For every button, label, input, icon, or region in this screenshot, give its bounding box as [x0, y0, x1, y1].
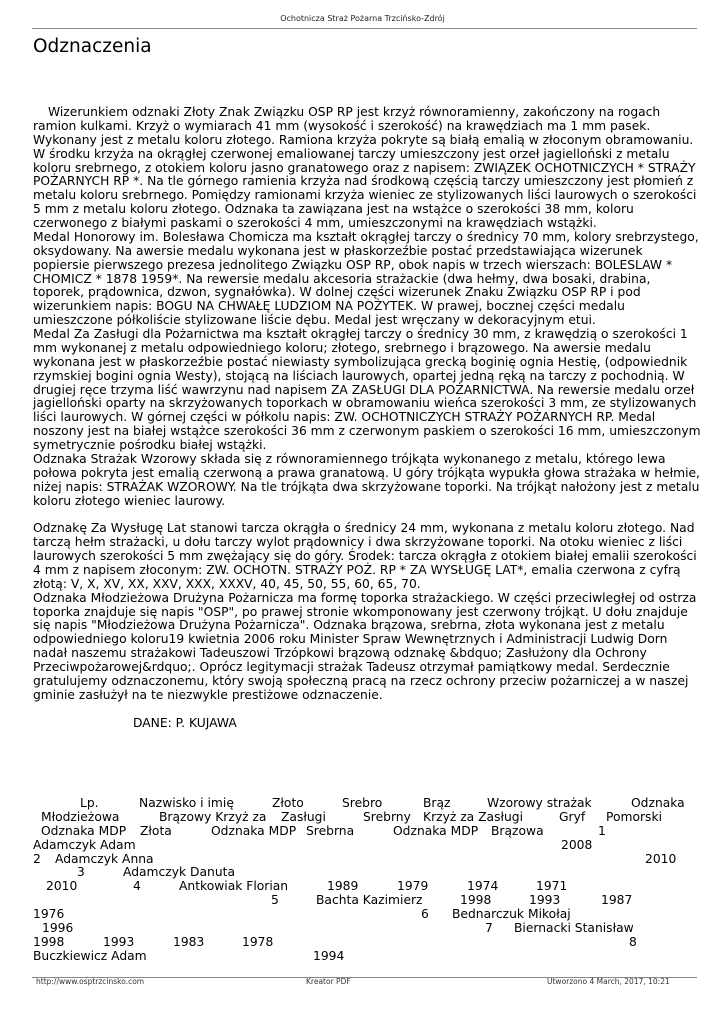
table-cell: 2	[33, 851, 41, 866]
paragraph-medal-za-zaslugi: Medal Za Zasługi dla Pożarnictwa ma kształt okrągłej tarczy o średnicy 30 mm, z krawędzią o szerokości 1 mm wykonanej z metalu odpowiedniego koloru; złotego, srebrnego i brązowego. Na awersie medalu wykonana jest w płaskorzeźbie postać niewiasty symbolizująca grecką boginię ognia Hestię, (odpowiednik rzymskiej bogini ognia Westy), stojącą na liściach laurowych, opartej jedną ręką na tarczy z pochodnią. W drugiej ręce trzyma liść wawrzynu nad napisem ZA ZASŁUGI DLA POŻARNICTWA. Na rewersie medalu orzeł jagielloński oparty na skrzyżowanych toporkach w obramowaniu wieńca szerokości 3 mm, ze stylizowanych liści laurowych. W górnej części w półkolu napis: ZW. OCHOTNICZYCH STRAŻY POŻARNYCH RP. Medal noszony jest na białej wstążce szerokości 36 mm z czerwonym paskiem o szerokości 16 mm, umieszczonym symetrycznie pośrodku białej wstążki.	[33, 327, 701, 452]
footer-created: Utworzono 4 March, 2017, 10:21	[547, 977, 670, 986]
table-cell: Srebrny	[363, 809, 411, 824]
table-cell: Pomorski	[606, 809, 663, 824]
table-cell: Bednarczuk Mikołaj	[452, 907, 571, 921]
table-cell: Lp.	[80, 796, 99, 810]
table-cell: 1979	[397, 879, 429, 894]
table-cell: Złoto	[272, 796, 304, 810]
paragraph-gap	[33, 508, 701, 522]
table-row	[33, 866, 701, 880]
site-header: Ochotnicza Straż Pożarna Trzcińsko-Zdrój	[280, 14, 445, 23]
table-cell: 1998	[33, 934, 65, 949]
table-row	[33, 950, 701, 964]
table-cell: 2010	[46, 879, 78, 894]
table-cell: Gryf	[559, 809, 586, 824]
paragraph-strazak-wzorowy: Odznaka Strażak Wzorowy składa się z równoramiennego trójkąta wykonanego z metalu, którego lewa połowa pokryta jest emalią czerwoną a prawa granatową. U góry trójkąta wypukła głowa strażaka w hełmie, niżej napis: STRAŻAK WZOROWY. Na tle trójkąta dwa skrzyżowane toporki. Na trójkąt nałożony jest z metalu koloru złotego wieniec laurowy.	[33, 451, 700, 508]
table-row	[33, 825, 701, 839]
table-row	[33, 880, 701, 894]
table-cell: 1993	[103, 934, 135, 949]
table-cell: Odznaka MDP	[41, 823, 127, 838]
paragraph-zloty-znak: Wizerunkiem odznaki Złoty Znak Związku OSP RP jest krzyż równoramienny, zakończony na rogach ramion kulkami. Krzyż o wymiarach 41 mm (wysokość i szerokość) na krawędziach ma 1 mm pasek. Wykonany jest z metalu koloru złotego. Ramiona krzyża pokryte są białą emalią w złoconym obramowaniu. W środku krzyża na okrągłej czerwonej emaliowanej tarczy umieszczony jest orzeł jagielloński z metalu koloru srebrnego, z otokiem koloru jasno granatowego oraz z napisem: ZWIĄZEK OCHOTNICZYCH * STRAŻY POŻARNYCH RP *. Na tle górnego ramienia krzyża nad środkową częścią tarczy umieszczony jest płomień z metalu koloru srebrnego. Pomiędzy ramionami krzyża wieniec ze stylizowanych liści laurowych o szerokości 5 mm z metalu koloru złotego. Odznaka ta zawiązana jest na wstążce o szerokości 38 mm, koloru czerwonego z białymi paskami o szerokości 4 mm, umieszczonymi na krawędziach wstążki.	[33, 105, 697, 230]
paragraph-gap	[33, 703, 701, 717]
table-cell: Brąz	[423, 796, 451, 810]
table-cell: Brązowy Krzyż za	[159, 809, 267, 824]
paragraph-mdp: Odznaka Młodzieżowa Drużyna Pożarnicza ma formę toporka strażackiego. W części przeciwległej od ostrza toporka znajduje się napis "OSP", po prawej stronie wkomponowany jest czerwony trójkąt. U dołu znajduje się napis "Młodzieżowa Drużyna Pożarnicza". Odznaka brązowa, srebrna, złota wykonana jest z metalu odpowiedniego koloru19 kwietnia 2006 roku Minister Spraw Wewnętrznych i Administracji Ludwig Dorn nadał naszemu strażakowi Tadeuszowi Trzópkowi brązową odznakę &bdquo; Zasłużony dla Ochrony Przeciwpożarowej&rdquo;. Oprócz legitymacji strażak Tadeusz otrzymał pamiątkowy medal. Serdecznie gratulujemy odznaczonemu, który swoją społeczną pracą na rzecz ochrony przeciw pożarniczej a w naszej gminie zasłużył na te niezwykle prestiżowe odznaczenie.	[33, 590, 697, 702]
table-cell: Bachta Kazimierz	[316, 893, 423, 908]
table-cell: Srebro	[342, 796, 383, 810]
table-cell: Młodzieżowa	[41, 809, 120, 824]
table-cell: 3	[77, 865, 85, 880]
table-cell: 1994	[313, 948, 345, 963]
table-cell: Srebrna	[306, 823, 355, 838]
header-divider	[32, 28, 697, 29]
table-cell: 1998	[460, 893, 492, 908]
table-cell: Odznaka MDP	[393, 823, 479, 838]
paragraph-medal-honorowy: Medal Honorowy im. Bolesława Chomicza ma kształt okrągłej tarczy o średnicy 70 mm, kolory srebrzystego, oksydowany. Na awersie medalu wykonana jest w płaskorzeźbie postać przedstawiająca wizerunek popiersie pierwszego prezesa jednolitego Związku OSP RP, obok napis w trzech wierszach: BOLESLAW * CHOMICZ * 1878 1959*. Na rewersie medalu akcesoria strażackie (dwa hełmy, dwa bosaki, drabina, toporek, prądownica, dzwon, sygnałówka). W dolnej części wizerunek Znaku Związku OSP RP i pod wizerunkiem napis: BOGU NA CHWAŁĘ LUDZIOM NA POŻYTEK. W prawej, bocznej części medalu umieszczone półkoliście stylizowane liście dębu. Medal jest wręczany w dekoracyjnym etui.	[33, 229, 699, 328]
article-body	[33, 106, 701, 730]
table-cell: 1989	[327, 879, 359, 894]
table-cell: Adamczyk Adam	[33, 837, 136, 852]
table-cell: Zasługi	[281, 809, 326, 824]
table-cell: Wzorowy strażak	[487, 796, 592, 810]
table-cell: 1974	[467, 879, 499, 894]
table-row	[33, 908, 701, 922]
table-cell: 1987	[601, 893, 633, 908]
table-cell: 1996	[42, 920, 74, 935]
table-cell: 1993	[529, 893, 561, 908]
table-cell: 7	[485, 920, 493, 935]
awards-table	[33, 797, 701, 964]
table-cell: Biernacki Stanisław	[514, 920, 634, 935]
table-cell: Adamczyk Anna	[55, 851, 154, 866]
footer-generator: Kreator PDF	[306, 977, 351, 986]
table-cell: 1978	[242, 934, 274, 949]
author-credit: DANE: P. KUJAWA	[133, 715, 237, 730]
table-cell: 6	[421, 907, 429, 921]
footer-url: http://www.osptrzcinsko.com	[36, 977, 145, 986]
table-cell: Nazwisko i imię	[139, 796, 234, 810]
table-row	[33, 839, 701, 853]
table-cell: Adamczyk Danuta	[123, 865, 235, 880]
table-cell: 2008	[561, 837, 593, 852]
table-cell: Krzyż za Zasługi	[423, 809, 523, 824]
table-cell: 1976	[33, 907, 65, 921]
table-cell: Złota	[140, 823, 172, 838]
table-row	[33, 894, 701, 908]
paragraph-wysluga-lat: Odznakę Za Wysługę Lat stanowi tarcza okrągła o średnicy 24 mm, wykonana z metalu koloru złotego. Nad tarczą hełm strażacki, u dołu tarczy wylot prądownicy i dwa skrzyżowane toporki. Na otoku wieniec z liści laurowych szerokości 5 mm zwężający się do góry. Środek: tarcza okrągła z otokiem białej emalii szerokości 4 mm z napisem złoconym: ZW. OCHOTN. STRAŻY POŻ. RP * ZA WYSŁUGĘ LAT*, emalia czerwona z cyfrą złotą: V, X, XV, XX, XXV, XXX, XXXV, 40, 45, 50, 55, 60, 65, 70.	[33, 521, 697, 591]
table-cell: 1983	[173, 934, 205, 949]
table-cell: Brązowa	[491, 823, 544, 838]
table-cell: 5	[271, 893, 279, 908]
table-cell: Odznaka MDP	[211, 823, 297, 838]
table-row	[33, 922, 701, 936]
table-cell: 1971	[536, 879, 568, 894]
table-cell: Antkowiak Florian	[179, 879, 289, 894]
table-row	[33, 853, 701, 867]
table-row	[33, 936, 701, 950]
table-cell: Buczkiewicz Adam	[33, 948, 147, 963]
table-row	[33, 797, 701, 811]
table-cell: 2010	[645, 851, 677, 866]
table-cell: 4	[133, 879, 141, 894]
table-cell: 1	[598, 823, 606, 838]
table-cell: 8	[629, 934, 637, 949]
table-cell: Odznaka	[631, 796, 685, 810]
table-row	[33, 811, 701, 825]
page-title: Odznaczenia	[33, 36, 152, 57]
